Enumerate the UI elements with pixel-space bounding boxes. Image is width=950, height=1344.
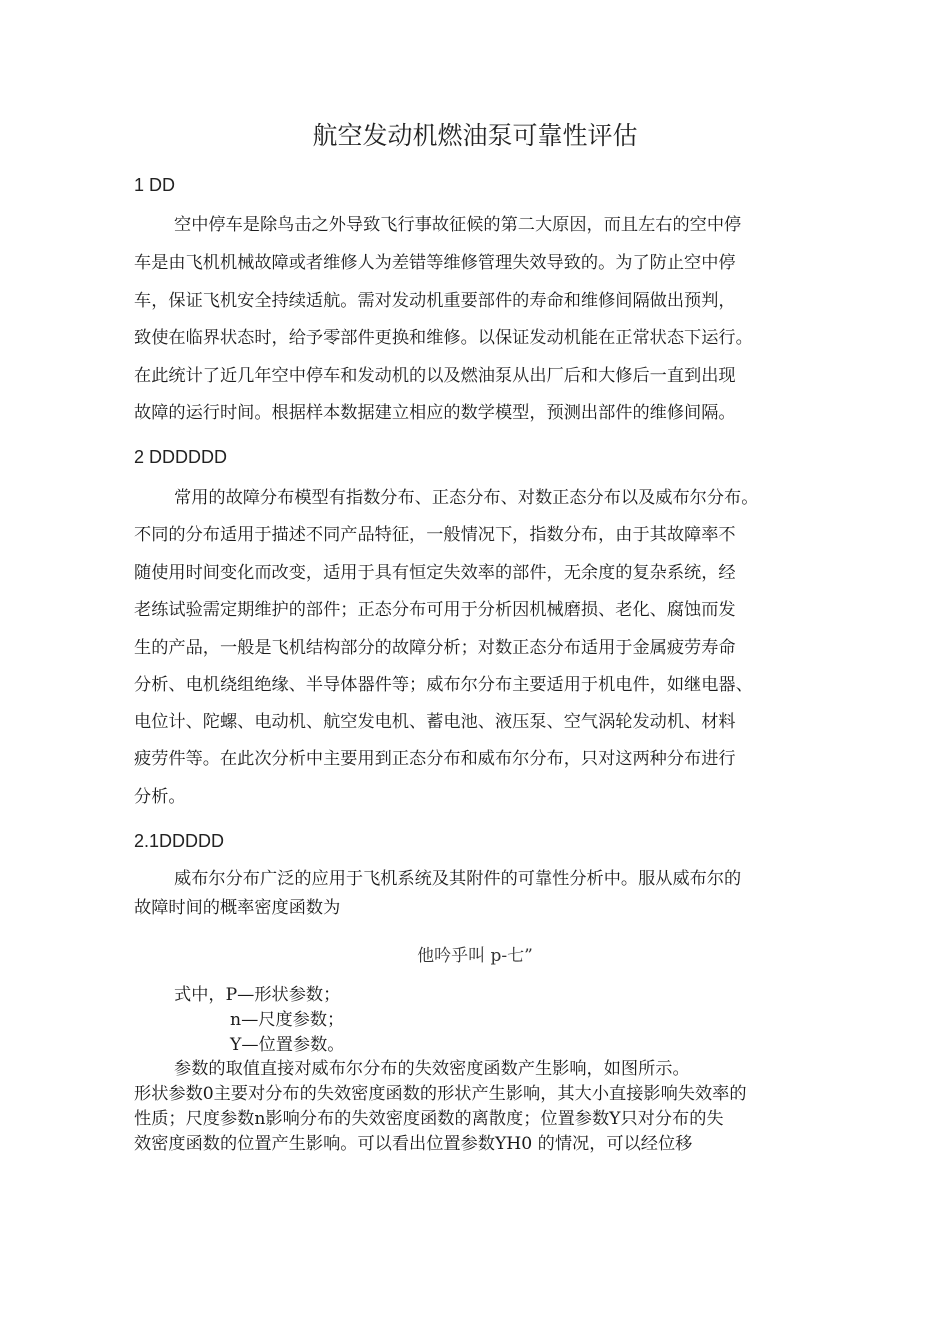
paragraph-line: 在此统计了近几年空中停车和发动机的以及燃油泵从出厂后和大修后一直到出现 <box>134 366 736 386</box>
paragraph-line: 生的产品，一般是飞机结构部分的故障分析；对数正态分布适用于金属疲劳寿命 <box>134 638 736 658</box>
paragraph-line: 空中停车是除鸟击之外导致飞行事故征候的第二大原因，而且左右的空中停 <box>174 215 742 235</box>
paragraph-line: 性质；尺度参数n影响分布的失效密度函数的离散度；位置参数Y只对分布的失 <box>134 1109 724 1129</box>
paragraph-line: 参数的取值直接对威布尔分布的失效密度函数产生影响，如图所示。 <box>174 1059 690 1079</box>
parameter-line: n—尺度参数； <box>230 1010 345 1030</box>
section-1-heading: 1 DD <box>134 175 176 195</box>
paragraph-line: 分析。 <box>134 787 186 807</box>
paragraph-line: 常用的故障分布模型有指数分布、正态分布、对数正态分布以及威布尔分布。 <box>174 488 759 508</box>
paragraph-line: 老练试验需定期维护的部件；正态分布可用于分析因机械磨损、老化、腐蚀而发 <box>134 600 736 620</box>
paragraph-line: 故障的运行时间。根据样本数据建立相应的数学模型，预测出部件的维修间隔。 <box>134 403 736 423</box>
paragraph-line: 故障时间的概率密度函数为 <box>134 898 341 918</box>
paragraph-line: 不同的分布适用于描述不同产品特征，一般情况下，指数分布，由于其故障率不 <box>134 525 736 545</box>
paragraph-line: 疲劳件等。在此次分析中主要用到正态分布和威布尔分布，只对这两种分布进行 <box>134 749 736 769</box>
paragraph-line: 致使在临界状态时，给予零部件更换和维修。以保证发动机能在正常状态下运行。 <box>134 328 753 348</box>
parameter-line: 式中，P—形状参数； <box>174 985 341 1005</box>
paragraph-line: 形状参数0主要对分布的失效密度函数的形状产生影响，其大小直接影响失效率的 <box>134 1084 747 1104</box>
paragraph-line: 分析、电机绕组绝缘、半导体器件等；威布尔分布主要适用于机电件，如继电器、 <box>134 675 753 695</box>
paragraph-line: 威布尔分布广泛的应用于飞机系统及其附件的可靠性分析中。服从威布尔的 <box>174 869 742 889</box>
parameter-line: Y—位置参数。 <box>230 1035 345 1055</box>
paragraph-line: 效密度函数的位置产生影响。可以看出位置参数YH0 的情况，可以经位移 <box>134 1134 693 1154</box>
paragraph-line: 车是由飞机机械故障或者维修人为差错等维修管理失效导致的。为了防止空中停 <box>134 253 736 273</box>
paragraph-line: 电位计、陀螺、电动机、航空发电机、蓄电池、液压泵、空气涡轮发动机、材料 <box>134 712 736 732</box>
weibull-pdf-formula: 他吟乎叫 p-七” <box>417 946 533 966</box>
section-2-heading: 2 DDDDDD <box>134 447 228 467</box>
section-2-1-heading: 2.1DDDDD <box>134 831 225 851</box>
paragraph-line: 随使用时间变化而改变，适用于具有恒定失效率的部件，无余度的复杂系统，经 <box>134 563 736 583</box>
document-title: 航空发动机燃油泵可靠性评估 <box>312 121 638 150</box>
paragraph-line: 车，保证飞机安全持续适航。需对发动机重要部件的寿命和维修间隔做出预判， <box>134 291 736 311</box>
